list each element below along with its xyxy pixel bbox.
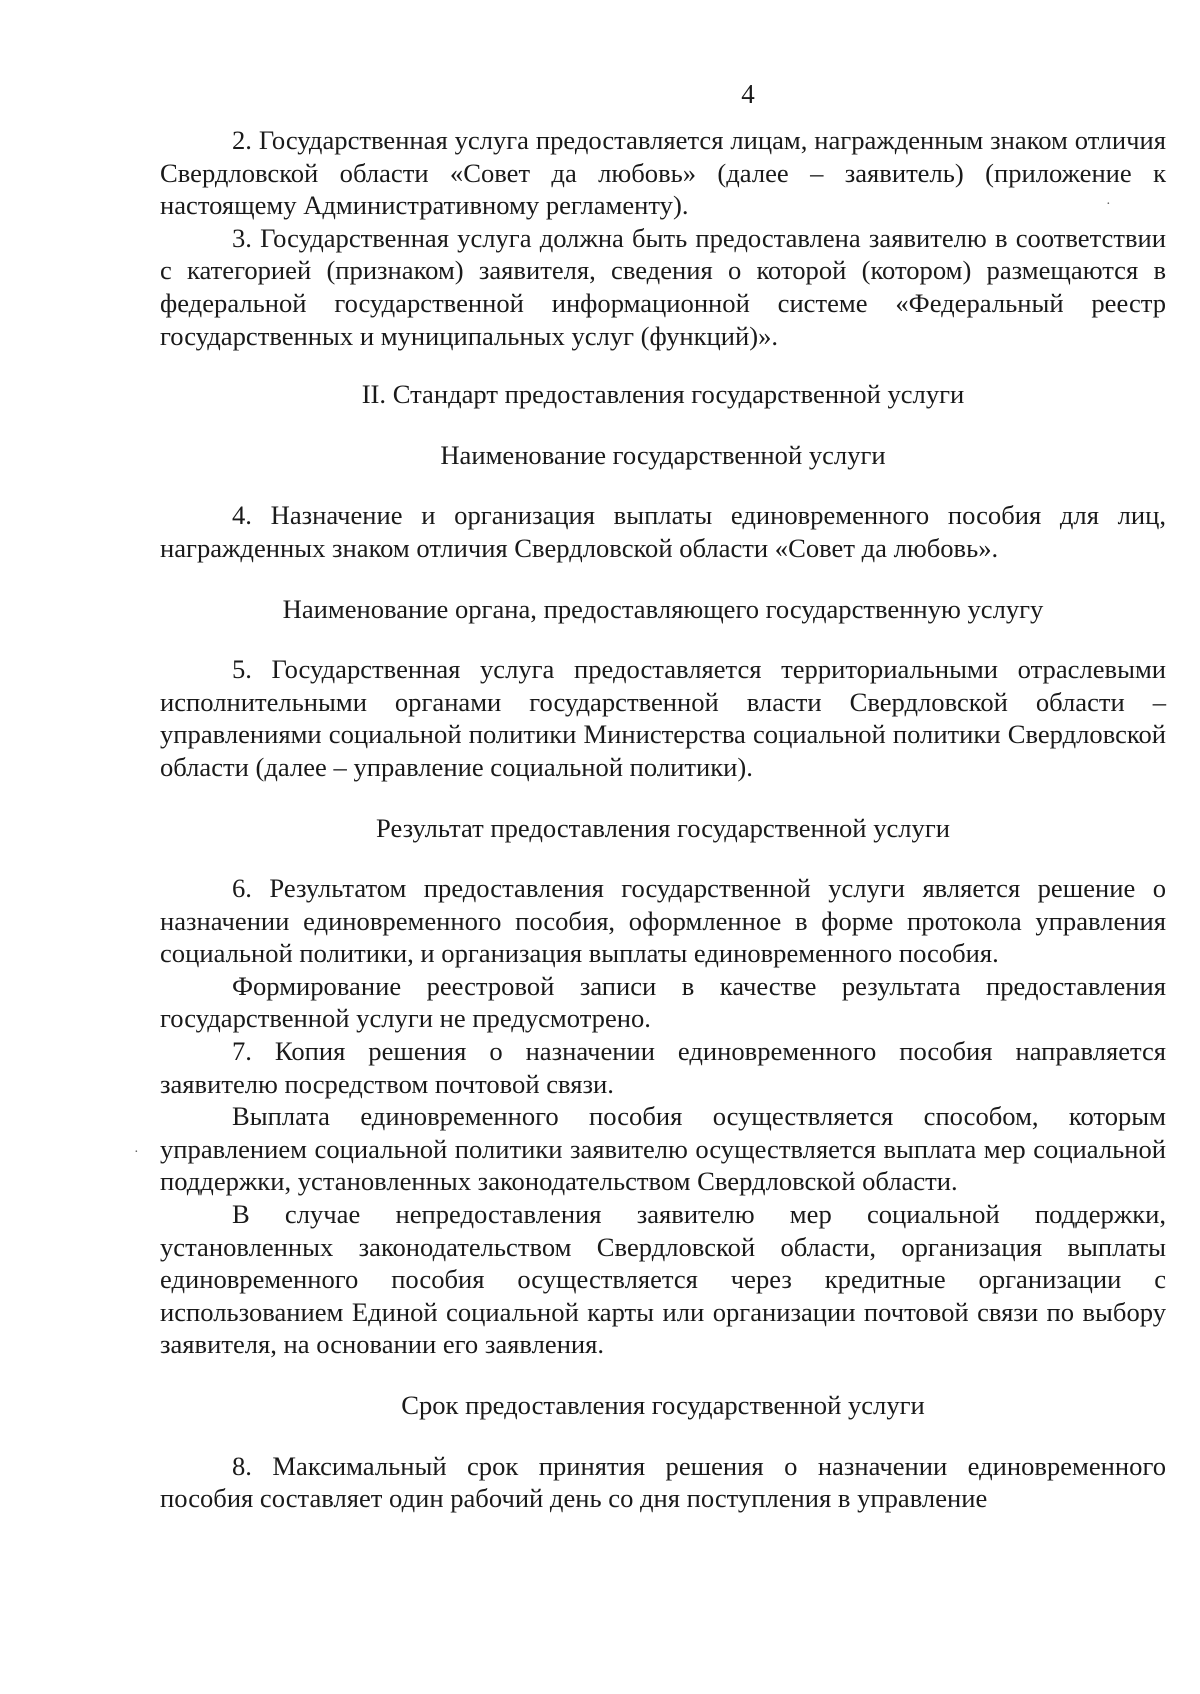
paragraph-6: 6. Результатом предоставления государственной услуги является решение о назначении единовременного пособия, оформленное в форме протокола управления социальной политики, и организация выплаты единовременного пособия.: [160, 873, 1166, 969]
scan-speck: ·: [1106, 197, 1111, 212]
paragraph-payment-method: Выплата единовременного пособия осуществляется способом, которым управлением социальной политики заявителю осуществляется выплата мер социальной поддержки, установленных законодательством Свердловской области.: [160, 1101, 1166, 1197]
subsection-heading-result: Результат предоставления государственной услуги: [376, 812, 950, 843]
scan-speck: ·: [134, 1145, 139, 1160]
paragraph-5: 5. Государственная услуга предоставляется территориальными отраслевыми исполнительными органами государственной власти Свердловской области – управлениями социальной политики Министерства социальной политики Свердловской области (далее – управление социальной политики).: [160, 654, 1166, 782]
paragraph-3: 3. Государственная услуга должна быть предоставлена заявителю в соответствии с категорией (признаком) заявителя, сведения о которой (котором) размещаются в федеральной государственной информационной системе «Федеральный реестр государственных и муниципальных услуг (функций)».: [160, 222, 1166, 351]
paragraph-4: 4. Назначение и организация выплаты единовременного пособия для лиц, награжденных знаком отличия Свердловской области «Совет да любовь».: [160, 500, 1166, 563]
subsection-heading-authority-name: Наименование органа, предоставляющего государственную услугу: [282, 593, 1044, 624]
paragraph-7: 7. Копия решения о назначении единовременного пособия направляется заявителю посредством почтовой связи.: [160, 1036, 1166, 1099]
paragraph-2: 2. Государственная услуга предоставляется лицам, награжденным знаком отличия Свердловской области «Совет да любовь» (далее – заявитель) (приложение к настоящему Административному регламенту).: [160, 125, 1166, 221]
paragraph-registry-record: Формирование реестровой записи в качестве результата предоставления государственной услуги не предусмотрено.: [160, 970, 1166, 1034]
document-page: [160, 78, 1166, 1515]
paragraph-payment-alternative: В случае непредоставления заявителю мер социальной поддержки, установленных законодательством Свердловской области, организация выплаты единовременного пособия осуществляется через кредитные организации с использованием Единой социальной карты или организации почтовой связи по выбору заявителя, на основании его заявления.: [160, 1199, 1166, 1360]
section-title: II. Стандарт предоставления государственной услуги: [361, 379, 965, 410]
paragraph-8: 8. Максимальный срок принятия решения о назначении единовременного пособия составляет один рабочий день со дня поступления в управление: [160, 1450, 1166, 1514]
subsection-heading-service-name: Наименование государственной услуги: [440, 439, 886, 470]
subsection-heading-term: Срок предоставления государственной услуги: [401, 1390, 925, 1420]
page-number: 4: [741, 79, 755, 109]
